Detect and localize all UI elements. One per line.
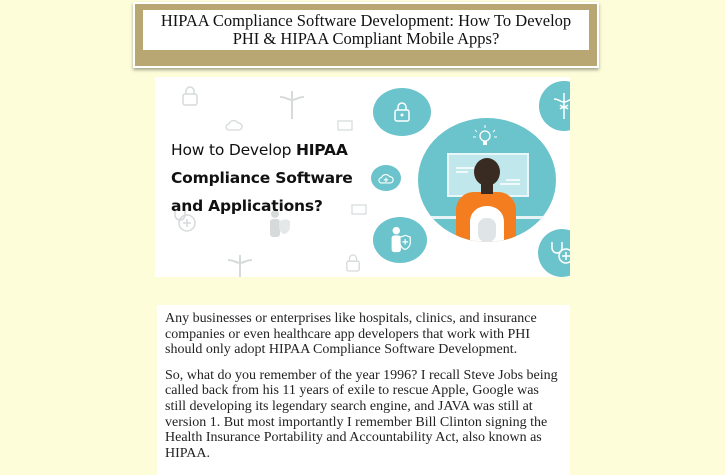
developer-at-computer-illustration <box>418 118 556 242</box>
stethoscope-icon <box>548 240 570 266</box>
cloud-plus-icon <box>378 173 394 184</box>
cloud-circle <box>371 165 401 191</box>
lock-icon <box>393 101 411 123</box>
medical-kit-icon <box>351 203 367 215</box>
cloud-plus-icon <box>225 119 243 131</box>
title-frame <box>135 4 597 66</box>
title-line-1: HIPAA Compliance Software Development: How To Develop <box>160 11 572 30</box>
developer-circle <box>418 118 556 242</box>
lightbulb-icon <box>473 125 497 145</box>
page-title <box>143 10 589 50</box>
hero-heading-bold: Compliance Software <box>171 169 353 187</box>
lock-icon <box>181 85 199 107</box>
lock-icon <box>345 253 361 273</box>
hero-heading-regular: How to Develop <box>171 141 296 159</box>
medical-kit-icon <box>337 119 353 131</box>
hero-heading-bold: HIPAA <box>295 141 348 159</box>
caduceus-circle <box>539 81 570 131</box>
title-line-2: PHI & HIPAA Compliant Mobile Apps? <box>232 29 500 48</box>
caduceus-icon <box>225 253 255 277</box>
lock-circle <box>373 88 431 136</box>
title-banner <box>133 2 599 68</box>
stethoscope-circle <box>538 229 570 277</box>
hero-image <box>155 77 570 277</box>
article-body <box>157 305 570 475</box>
caduceus-icon <box>277 89 307 121</box>
article-paragraph: So, what do you remember of the year 1996? I recall Steve Jobs being called back from his 11 years of exile to rescue Apple, Google was still developing its legendary search engine, and JAVA was still at version 1. But most importantly I remember Bill Clinton signing the Health Insurance Portability and Accountability Act, also known as HIPAA. <box>165 367 558 461</box>
patient-shield-icon <box>388 226 412 254</box>
article-paragraph: Any businesses or enterprises like hospitals, clinics, and insurance companies or even healthcare app developers that work with PHI should only adopt HIPAA Compliance Software Development. <box>165 311 537 358</box>
patient-circle <box>373 217 427 263</box>
caduceus-icon <box>552 91 570 121</box>
hero-heading <box>171 136 353 220</box>
hero-heading-bold: and Applications? <box>171 197 323 215</box>
